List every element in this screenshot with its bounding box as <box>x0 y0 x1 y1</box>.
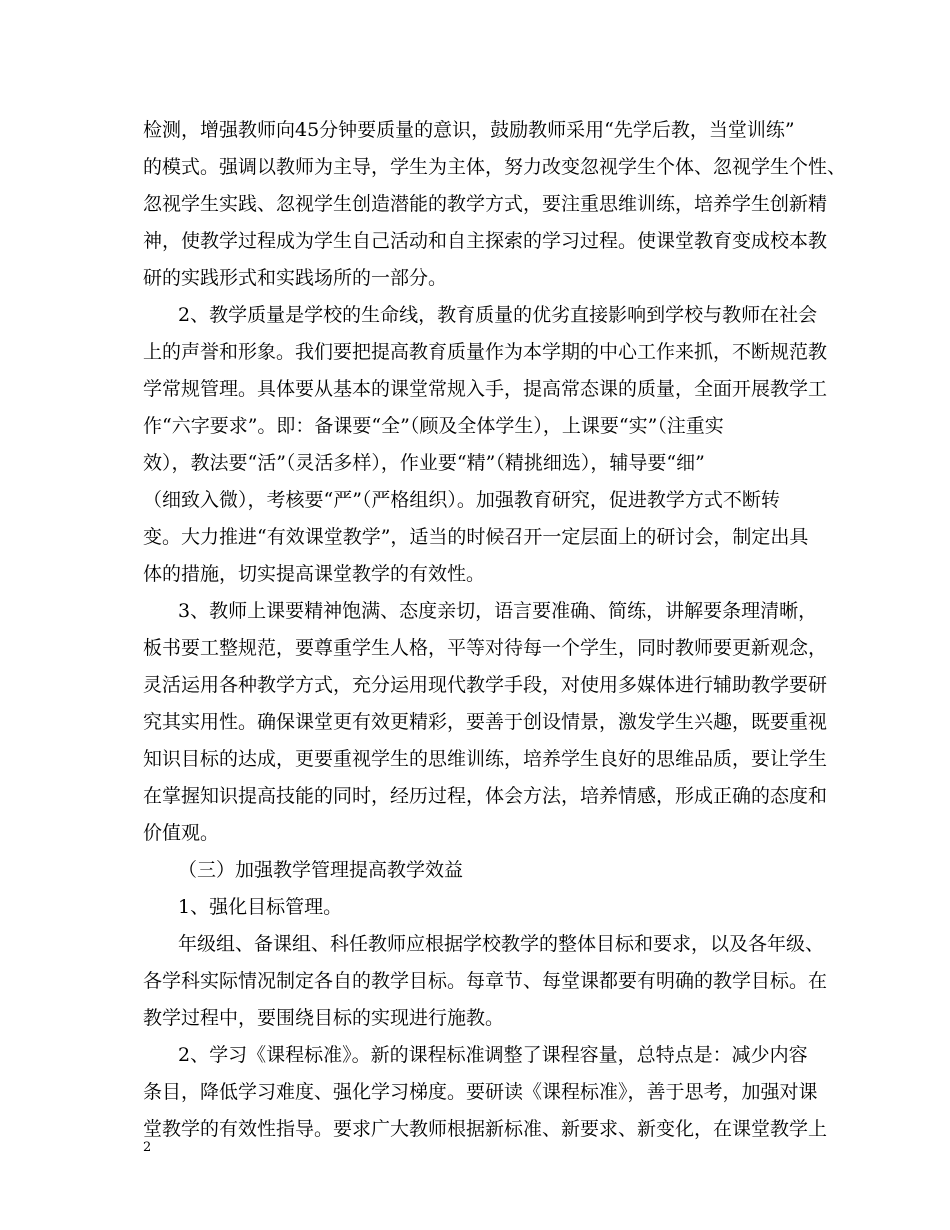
text-line: 变。大力推进“有效课堂教学”，适当的时候召开一定层面上的研讨会，制定出具 <box>143 526 809 548</box>
text-line: 忽视学生实践、忽视学生创造潜能的教学方式，要注重思维训练，培养学生创新精 <box>143 193 828 215</box>
text-line: 各学科实际情况制定各自的教学目标。每章节、每堂课都要有明确的教学目标。在 <box>143 970 828 992</box>
text-line: 灵活运用各种教学方式，充分运用现代教学手段，对使用多媒体进行辅助教学要研 <box>143 674 828 696</box>
text-line: 的模式。强调以教师为主导，学生为主体，努力改变忽视学生个体、忽视学生个性、 <box>143 156 847 178</box>
text-line: 检测，增强教师向45分钟要质量的意识，鼓励教师采用“先学后教，当堂训练” <box>143 119 795 141</box>
section-heading: （三）加强教学管理提高教学效益 <box>178 859 464 881</box>
subsection-heading: 1、强化目标管理。 <box>178 896 343 918</box>
text-line: 2、学习《课程标准》。新的课程标准调整了课程容量，总特点是：减少内容 <box>178 1044 808 1066</box>
text-line: 年级组、备课组、科任教师应根据学校教学的整体目标和要求，以及各年级、 <box>178 933 825 955</box>
page-number: 2 <box>143 1140 152 1155</box>
text-line: 堂教学的有效性指导。要求广大教师根据新标准、新要求、新变化，在课堂教学上 <box>143 1118 828 1140</box>
text-line: 神，使教学过程成为学生自己活动和自主探索的学习过程。使课堂教育变成校本教 <box>143 230 828 252</box>
text-line: 教学过程中，要围绕目标的实现进行施教。 <box>143 1007 505 1029</box>
text-line: 在掌握知识提高技能的同时，经历过程，体会方法，培养情感，形成正确的态度和 <box>143 785 828 807</box>
text-line: （细致入微），考核要“严”（严格组织）。加强教育研究，促进教学方式不断转 <box>143 489 780 511</box>
text-line: 2、教学质量是学校的生命线，教育质量的优劣直接影响到学校与教师在社会 <box>178 304 818 326</box>
text-line: 体的措施，切实提高课堂教学的有效性。 <box>143 563 486 585</box>
text-line: 条目，降低学习难度、强化学习梯度。要研读《课程标准》，善于思考，加强对课 <box>143 1081 818 1103</box>
text-line: 效），教法要“活”（灵活多样），作业要“精”（精挑细选），辅导要“细” <box>143 452 705 474</box>
text-line: 板书要工整规范，要尊重学生人格，平等对待每一个学生，同时教师要更新观念， <box>143 637 828 659</box>
text-line: 知识目标的达成，更要重视学生的思维训练，培养学生良好的思维品质，要让学生 <box>143 748 828 770</box>
text-line: 究其实用性。确保课堂更有效更精彩，要善于创设情景，激发学生兴趣，既要重视 <box>143 711 828 733</box>
text-line: 作“六字要求”。即：备课要“全”（顾及全体学生），上课要“实”（注重实 <box>143 415 724 437</box>
text-line: 3、教师上课要精神饱满、态度亲切，语言要准确、简练，讲解要条理清晰， <box>178 600 818 622</box>
text-line: 价值观。 <box>143 822 220 844</box>
text-line: 上的声誉和形象。我们要把提高教育质量作为本学期的中心工作来抓，不断规范教 <box>143 341 828 363</box>
text-line: 学常规管理。具体要从基本的课堂常规入手，提高常态课的质量，全面开展教学工 <box>143 378 828 400</box>
text-line: 研的实践形式和实践场所的一部分。 <box>143 267 448 289</box>
